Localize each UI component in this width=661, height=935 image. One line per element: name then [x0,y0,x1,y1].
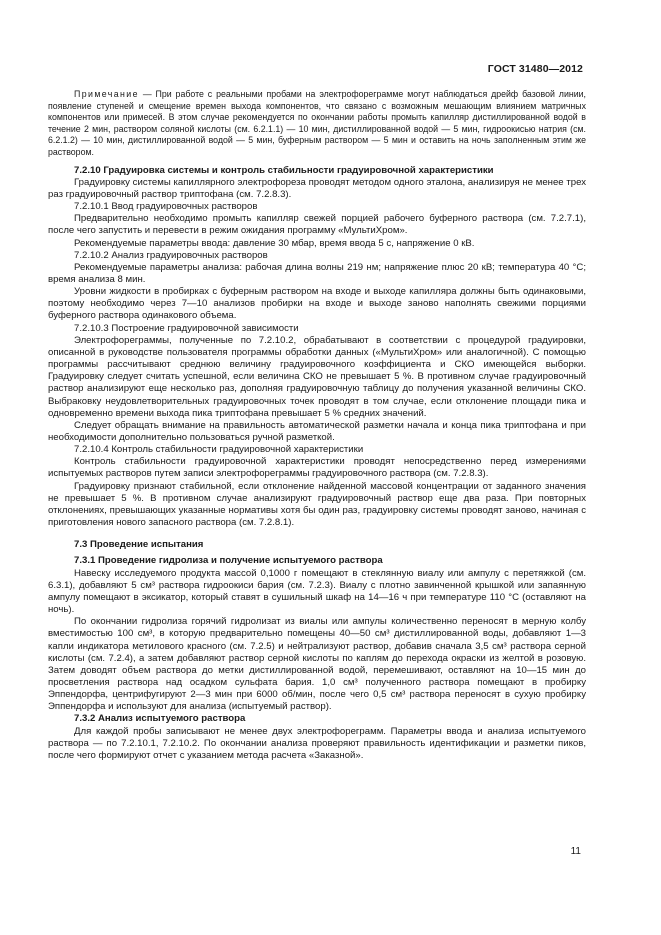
paragraph: Уровни жидкости в пробирках с буферным раствором на входе и выходе капилляра должны быть одинаковыми, поэтому необходимо через 7—10 анализов пробирки на входе и выходе заново наполнять свежими порциями буферного раствора одинакового объема. [48,286,586,322]
note-label: Примечание [74,89,139,99]
subsection-7-2-10-2-heading: 7.2.10.2 Анализ градуировочных растворов [74,249,268,261]
subsection-7-3-2-heading: 7.3.2 Анализ испытуемого раствора [74,713,246,725]
note-text: — При работе с реальными пробами на электрофореграмме могут наблюдаться дрейф базовой линии, появление ступеней и смещение времен выхода компонентов, что связано с возможным мешающим влиянием матричных компонентов или примесей. В этом случае рекомендуется по окончании работы промыть капилляр дистиллированной водой в течение 2 мин, раствором соляной кислоты (см. 6.2.1.1) — 10 мин, дистиллированной водой — 5 мин, гидроокисью натрия (см. 6.2.1.2) — 10 мин, дистиллированной водой — 5 мин, буферным раствором — 5 мин и оставить на ночь заполненным этим же раствором. [48,89,586,157]
section-7-3-heading: 7.3 Проведение испытания [74,539,204,551]
subsection-7-2-10-3-heading: 7.2.10.3 Построение градуировочной зависимости [74,322,299,334]
standard-designation: ГОСТ 31480—2012 [487,63,583,75]
paragraph: Градуировку системы капиллярного электрофореза проводят методом одного эталона, анализируя не менее трех раз градуировочный раствор триптофана (см. 7.2.8.3). [48,176,586,200]
paragraph: Рекомендуемые параметры ввода: давление 30 мбар, время ввода 5 с, напряжение 0 кВ. [74,237,475,249]
paragraph: Следует обращать внимание на правильность автоматической разметки начала и конца пика триптофана и при необходимости дополнительно пользоваться ручной разметкой. [48,419,586,443]
subsection-7-2-10-1-heading: 7.2.10.1 Ввод градуировочных растворов [74,201,258,213]
paragraph: Контроль стабильности градуировочной характеристики проводят непосредственно перед измерениями испытуемых растворов путем записи электрофореграммы градуировочного раствора (см. 7.2.8.3). [48,456,586,480]
paragraph: По окончании гидролиза горячий гидролизат из виалы или ампулы количественно переносят в мерную колбу вместимостью 100 см³, в которую предварительно помещены 40—50 см³ дистиллированной воды, добавляют 1—3 капли индикатора метилового красного (см. 7.2.5) и нейтрализуют раствор, добавив сначала 3,5 см³ раствора серной кислоты (см. 7.2.4), а затем добавляют раствор серной кислоты по каплям до перехода окраски из желтой в розовую. Затем доводят объем раствора до метки дистиллированной водой, перемешивают, оставляют на 10—15 мин до просветления раствора над осадком сульфата бария. 1,0 см³ полученного раствора помещают в пробирку Эппендорфа, центрифугируют 2—3 мин при 6000 об/мин, после чего 0,5 см³ раствора переносят в сухую пробирку Эппендорфа и используют для анализа (испытуемый раствор). [48,616,586,713]
page-content [48,84,586,762]
page-number: 11 [570,846,581,857]
paragraph: Градуировку признают стабильной, если отклонение найденной массовой концентрации от заданного значения не превышает 5 %. В противном случае анализируют градуировочный раствор еще два раза. При повторных отклонениях, превышающих указанные нормативы хотя бы один раз, градуировку системы проводят заново, начиная с приготовления нового запасного раствора (см. 7.2.8.1). [48,480,586,529]
note-paragraph [48,89,586,159]
section-7-2-10-heading: 7.2.10 Градуировка системы и контроль стабильности градуировочной характеристики [74,164,494,176]
paragraph: Навеску исследуемого продукта массой 0,1000 г помещают в стеклянную виалу или ампулу с перетяжкой (см. 6.3.1), добавляют 5 см³ раствора гидроокиси бария (см. 7.2.3). Виалу с плотно завинченной крышкой или запаянную ампулу помещают в эксикатор, который ставят в сушильный шкаф на 14—16 ч при температуре 110 °C (оставляют на ночь). [48,567,586,616]
paragraph: Предварительно необходимо промыть капилляр свежей порцией рабочего буферного раствора (см. 7.2.7.1), после чего запустить и перевести в режим ожидания программу «МультиХром». [48,213,586,237]
subsection-7-3-1-heading: 7.3.1 Проведение гидролиза и получение испытуемого раствора [74,555,383,567]
paragraph: Электрофореграммы, полученные по 7.2.10.2, обрабатывают в соответствии с процедурой градуировки, описанной в руководстве пользователя программы обработки данных («МультиХром» или аналогичной). С помощью программы рассчитывают среднюю величину градуировочного коэффициента и СКО имеющейся выборки. Градуировку следует считать успешной, если величина СКО не превышает 5 %. В противном случае градуировочный раствор анализируют еще несколько раз, дополняя градуировочную таблицу до получения указанной величины СКО. Выбраковку неудовлетворительных градуировочных точек проводят в том случае, если отклонение площади пика и одновременно времени выхода пика триптофана превышает 5 % средних значений. [48,334,586,419]
paragraph: Рекомендуемые параметры анализа: рабочая длина волны 219 нм; напряжение плюс 20 кВ; температура 40 °C; время анализа 8 мин. [48,261,586,285]
paragraph: Для каждой пробы записывают не менее двух электрофореграмм. Параметры ввода и анализа испытуемого раствора — по 7.2.10.1, 7.2.10.2. По окончании анализа проверяют правильность идентификации и разметки пиков, после чего формируют отчет с указанием метода расчета «Заказной». [48,725,586,761]
subsection-7-2-10-4-heading: 7.2.10.4 Контроль стабильности градуировочной характеристики [74,444,364,456]
